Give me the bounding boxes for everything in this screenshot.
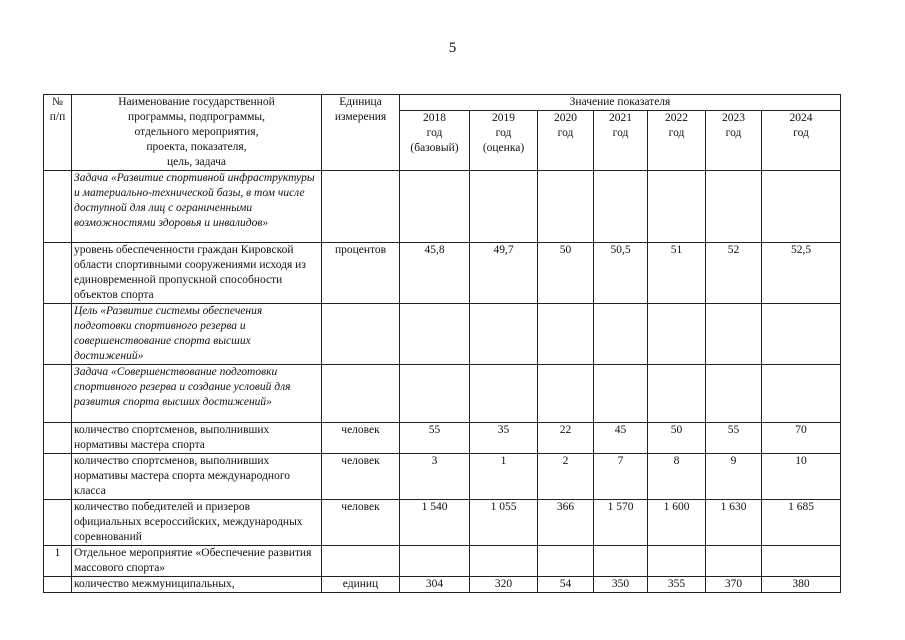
- row-value-2022: [648, 171, 706, 243]
- row-value-2023: 9: [706, 454, 762, 500]
- row-value-2022: [648, 546, 706, 577]
- row-value-2024: [762, 171, 841, 243]
- row-value-2024: 1 685: [762, 500, 841, 546]
- header-name-line: Наименование государственной: [118, 96, 275, 108]
- row-value-2021: [594, 304, 648, 365]
- row-value-2023: [706, 365, 762, 423]
- row-name: Цель «Развитие системы обеспечения подготовки спортивного резерва и совершенствование спорта высших достижений»: [72, 304, 322, 365]
- row-value-2018: 3: [400, 454, 470, 500]
- page-number: 5: [448, 40, 457, 56]
- row-number: [44, 500, 72, 546]
- indicators-table: [43, 94, 841, 593]
- row-value-2022: 8: [648, 454, 706, 500]
- row-value-2023: 370: [706, 577, 762, 593]
- row-name: количество спортсменов, выполнивших нормативы мастера спорта: [72, 423, 322, 454]
- row-value-2018: [400, 304, 470, 365]
- row-value-2021: 45: [594, 423, 648, 454]
- header-name-line: цель, задача: [166, 156, 227, 168]
- header-year-word: год: [793, 127, 809, 139]
- row-value-2022: 1 600: [648, 500, 706, 546]
- row-value-2024: 70: [762, 423, 841, 454]
- row-value-2023: 55: [706, 423, 762, 454]
- header-name-line: проекта, показателя,: [146, 141, 247, 153]
- row-unit: человек: [322, 500, 400, 546]
- row-value-2019: [470, 546, 538, 577]
- row-value-2021: 50,5: [594, 243, 648, 304]
- header-year-2024: [762, 111, 841, 171]
- row-value-2024: [762, 304, 841, 365]
- row-unit: [322, 365, 400, 423]
- row-value-2021: 7: [594, 454, 648, 500]
- row-name: Задача «Развитие спортивной инфраструктуры и материально-технической базы, в том числе доступной для лиц с ограниченными возможностями здоровья и инвалидов»: [72, 171, 322, 243]
- header-year-word: год: [668, 127, 685, 139]
- row-value-2020: [538, 171, 594, 243]
- row-value-2021: [594, 546, 648, 577]
- row-value-2019: 35: [470, 423, 538, 454]
- row-value-2021: 1 570: [594, 500, 648, 546]
- row-number: [44, 304, 72, 365]
- row-value-2019: [470, 365, 538, 423]
- header-year-2022: [648, 111, 706, 171]
- row-unit: [322, 304, 400, 365]
- header-year-year: 2022: [665, 112, 688, 124]
- header-value: Значение показателя: [400, 95, 841, 111]
- row-value-2018: 45,8: [400, 243, 470, 304]
- row-value-2019: 1: [470, 454, 538, 500]
- header-year-note: (оценка): [482, 142, 525, 154]
- table-row: [44, 500, 841, 546]
- header-unit-line: Единица: [339, 96, 382, 108]
- row-value-2018: [400, 171, 470, 243]
- row-number: [44, 454, 72, 500]
- row-number: [44, 243, 72, 304]
- table-row: [44, 365, 841, 423]
- header-year-2021: [594, 111, 648, 171]
- row-value-2021: 350: [594, 577, 648, 593]
- table-row: [44, 304, 841, 365]
- header-year-2018: [400, 111, 470, 171]
- header-name-line: программы, подпрограммы,: [127, 111, 266, 123]
- row-value-2022: [648, 365, 706, 423]
- row-value-2020: [538, 304, 594, 365]
- row-unit: единиц: [322, 577, 400, 593]
- row-number: [44, 577, 72, 593]
- header-name: [72, 95, 322, 171]
- row-unit: процентов: [322, 243, 400, 304]
- table-row: [44, 454, 841, 500]
- row-value-2024: [762, 546, 841, 577]
- row-value-2019: 49,7: [470, 243, 538, 304]
- header-year-word: год: [495, 127, 512, 139]
- row-value-2020: [538, 546, 594, 577]
- header-year-year: 2024: [789, 112, 813, 124]
- row-value-2021: [594, 171, 648, 243]
- header-unit-line: измерения: [334, 111, 387, 123]
- row-name: количество спортсменов, выполнивших нормативы мастера спорта международного класса: [72, 454, 322, 500]
- header-year-word: год: [612, 127, 629, 139]
- header-year-2020: [538, 111, 594, 171]
- row-unit: [322, 171, 400, 243]
- row-value-2024: 52,5: [762, 243, 841, 304]
- header-num-line: №: [52, 96, 63, 108]
- header-year-word: год: [557, 127, 574, 139]
- header-year-year: 2021: [609, 112, 632, 124]
- table-row: [44, 577, 841, 593]
- row-value-2018: 304: [400, 577, 470, 593]
- row-value-2019: 1 055: [470, 500, 538, 546]
- table-row: [44, 171, 841, 243]
- row-value-2018: 1 540: [400, 500, 470, 546]
- row-name: количество победителей и призеров официальных всероссийских, международных соревнований: [72, 500, 322, 546]
- row-value-2019: [470, 171, 538, 243]
- header-name-line: отдельного мероприятия,: [134, 126, 259, 138]
- row-value-2020: 54: [538, 577, 594, 593]
- row-unit: [322, 546, 400, 577]
- row-value-2022: [648, 304, 706, 365]
- row-value-2023: 1 630: [706, 500, 762, 546]
- table-row: [44, 546, 841, 577]
- header-year-year: 2020: [554, 112, 577, 124]
- row-number: [44, 365, 72, 423]
- row-value-2019: 320: [470, 577, 538, 593]
- table-row: [44, 423, 841, 454]
- row-number: [44, 423, 72, 454]
- header-year-word: год: [725, 127, 742, 139]
- row-value-2023: [706, 546, 762, 577]
- row-unit: человек: [322, 454, 400, 500]
- row-value-2024: [762, 365, 841, 423]
- row-value-2022: 355: [648, 577, 706, 593]
- row-unit: человек: [322, 423, 400, 454]
- header-year-2019: [470, 111, 538, 171]
- row-value-2024: 10: [762, 454, 841, 500]
- row-value-2022: 50: [648, 423, 706, 454]
- table-row: [44, 243, 841, 304]
- row-number: [44, 171, 72, 243]
- row-value-2023: [706, 304, 762, 365]
- row-value-2023: [706, 171, 762, 243]
- row-number: 1: [44, 546, 72, 577]
- header-num-line: п/п: [49, 111, 66, 123]
- row-value-2019: [470, 304, 538, 365]
- row-value-2020: 22: [538, 423, 594, 454]
- row-value-2020: [538, 365, 594, 423]
- row-value-2020: 2: [538, 454, 594, 500]
- row-value-2018: 55: [400, 423, 470, 454]
- row-name: Задача «Совершенствование подготовки спортивного резерва и создание условий для развития спорта высших достижений»: [72, 365, 322, 423]
- header-unit: [322, 95, 400, 171]
- header-year-word: год: [426, 127, 443, 139]
- row-value-2018: [400, 546, 470, 577]
- header-year-2023: [706, 111, 762, 171]
- row-value-2020: 50: [538, 243, 594, 304]
- row-value-2020: 366: [538, 500, 594, 546]
- row-value-2021: [594, 365, 648, 423]
- header-year-year: 2019: [492, 112, 515, 124]
- header-year-year: 2018: [423, 112, 446, 124]
- row-name: уровень обеспеченности граждан Кировской области спортивными сооружениями исходя из единовременной пропускной способности объектов спорта: [72, 243, 322, 304]
- row-value-2024: 380: [762, 577, 841, 593]
- header-year-note: (базовый): [410, 142, 459, 154]
- header-num: [44, 95, 72, 171]
- header-year-year: 2023: [722, 112, 745, 124]
- row-value-2023: 52: [706, 243, 762, 304]
- row-value-2022: 51: [648, 243, 706, 304]
- row-name: количество межмуниципальных,: [72, 577, 322, 593]
- row-name: Отдельное мероприятие «Обеспечение развития массового спорта»: [72, 546, 322, 577]
- row-value-2018: [400, 365, 470, 423]
